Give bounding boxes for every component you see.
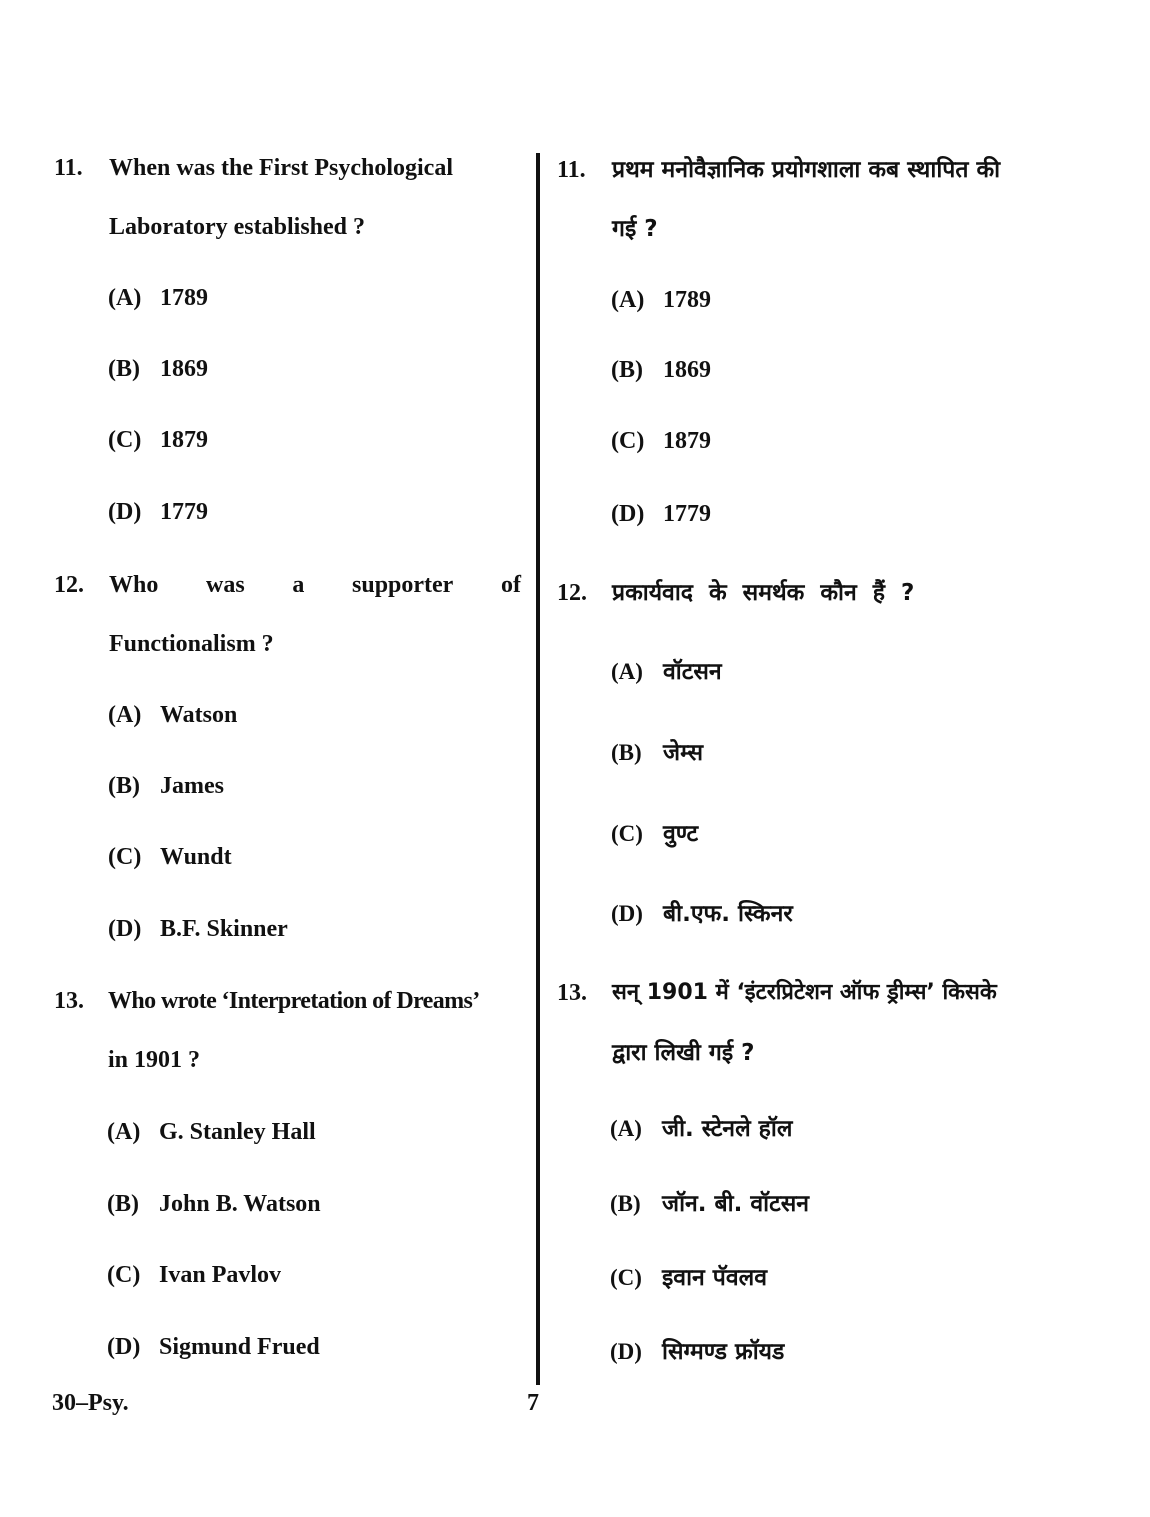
- question-word: a: [292, 572, 305, 598]
- option-c: [611, 426, 711, 456]
- question-text-line: [109, 570, 521, 600]
- option-c: [611, 819, 698, 849]
- option-label: (C): [611, 428, 645, 454]
- option-text: वॉटसन: [663, 659, 722, 685]
- option-label: (D): [108, 499, 142, 525]
- option-d: [108, 497, 208, 527]
- question-text-line: सन् 1901 में ‘इंटरप्रिटेशन ऑफ ड्रीम्स’ किसके: [612, 980, 997, 1005]
- option-label: (B): [611, 357, 643, 383]
- option-d: [611, 499, 711, 529]
- option-text: James: [160, 773, 224, 799]
- question-text-line: द्वारा लिखी गई ?: [612, 1040, 755, 1066]
- question-text-line: प्रथम मनोवैज्ञानिक प्रयोगशाला कब स्थापित की: [612, 157, 1001, 183]
- question-word: was: [206, 572, 245, 598]
- option-label: (A): [610, 1116, 642, 1141]
- option-text: 1869: [663, 357, 711, 383]
- option-a: [108, 700, 237, 730]
- option-d: [108, 914, 288, 944]
- option-label: (D): [610, 1339, 642, 1364]
- question-text-line: प्रकार्यवाद के समर्थक कौन हैं ?: [612, 580, 915, 606]
- option-b: [611, 738, 703, 768]
- option-text: सिग्मण्ड फ्रॉयड: [662, 1339, 785, 1365]
- question-number: 11.: [54, 155, 83, 181]
- option-a: [611, 657, 722, 687]
- option-a: [611, 285, 711, 315]
- question-word: of: [501, 572, 521, 598]
- option-text: 1879: [663, 428, 711, 454]
- option-text: वुण्ट: [663, 821, 699, 847]
- option-text: जॉन. बी. वॉटसन: [662, 1191, 810, 1217]
- option-b: [611, 355, 711, 385]
- question-number: 11.: [557, 157, 586, 183]
- option-label: (A): [108, 702, 142, 728]
- paper-code: 30–Psy.: [52, 1390, 129, 1416]
- question-text-line: Laboratory established ?: [109, 214, 366, 240]
- option-d: [611, 899, 793, 929]
- page-number: 7: [527, 1390, 539, 1416]
- option-label: (B): [108, 773, 140, 799]
- option-b: [108, 771, 224, 801]
- option-label: (B): [108, 356, 140, 382]
- option-label: (D): [107, 1334, 141, 1360]
- option-text: G. Stanley Hall: [159, 1119, 316, 1145]
- option-text: जी. स्टेनले हॉल: [662, 1116, 793, 1142]
- option-label: (B): [610, 1191, 641, 1216]
- option-d: [610, 1337, 784, 1367]
- option-text: B.F. Skinner: [160, 916, 288, 942]
- option-text: 1789: [663, 287, 711, 313]
- option-label: (C): [611, 821, 643, 846]
- option-text: Watson: [160, 702, 238, 728]
- option-c: [610, 1263, 767, 1293]
- option-label: (A): [611, 287, 645, 313]
- option-a: [610, 1114, 792, 1144]
- option-text: 1779: [663, 501, 711, 527]
- option-label: (C): [610, 1265, 642, 1290]
- question-number: 13.: [54, 988, 84, 1014]
- question-text-line: गई ?: [612, 216, 658, 242]
- option-text: Wundt: [160, 844, 232, 870]
- option-text: Ivan Pavlov: [159, 1262, 282, 1288]
- column-divider: [536, 153, 540, 1385]
- question-text-line: Functionalism ?: [109, 631, 274, 657]
- question-word: supporter: [352, 572, 454, 598]
- option-text: 1779: [160, 499, 208, 525]
- option-label: (A): [108, 285, 142, 311]
- option-text: 1869: [160, 356, 208, 382]
- option-c: [107, 1260, 281, 1290]
- option-label: (D): [611, 501, 645, 527]
- option-label: (D): [611, 901, 643, 926]
- question-word: Who: [109, 572, 159, 598]
- option-label: (C): [108, 844, 142, 870]
- option-b: [107, 1189, 321, 1219]
- option-label: (B): [611, 740, 642, 765]
- option-d: [107, 1332, 320, 1362]
- option-c: [108, 425, 208, 455]
- question-text-line: When was the First Psychological: [109, 155, 453, 181]
- option-text: जेम्स: [663, 740, 704, 766]
- option-text: 1879: [160, 427, 208, 453]
- option-text: बी.एफ. स्किनर: [663, 901, 793, 927]
- option-label: (C): [108, 427, 142, 453]
- question-text-line: Who wrote ‘Interpretation of Dreams’: [108, 988, 480, 1014]
- option-label: (A): [107, 1119, 141, 1145]
- question-number: 12.: [557, 580, 587, 606]
- question-text-line: in 1901 ?: [108, 1047, 201, 1073]
- option-b: [108, 354, 208, 384]
- option-label: (C): [107, 1262, 141, 1288]
- question-number: 12.: [54, 572, 84, 598]
- question-number: 13.: [557, 980, 587, 1006]
- option-text: Sigmund Frued: [159, 1334, 320, 1360]
- option-text: 1789: [160, 285, 208, 311]
- option-label: (B): [107, 1191, 139, 1217]
- option-b: [610, 1189, 809, 1219]
- option-text: इवान पॅवलव: [662, 1265, 768, 1291]
- option-text: John B. Watson: [159, 1191, 321, 1217]
- option-a: [107, 1117, 316, 1147]
- option-label: (D): [108, 916, 142, 942]
- option-label: (A): [611, 659, 643, 684]
- option-c: [108, 842, 232, 872]
- option-a: [108, 283, 208, 313]
